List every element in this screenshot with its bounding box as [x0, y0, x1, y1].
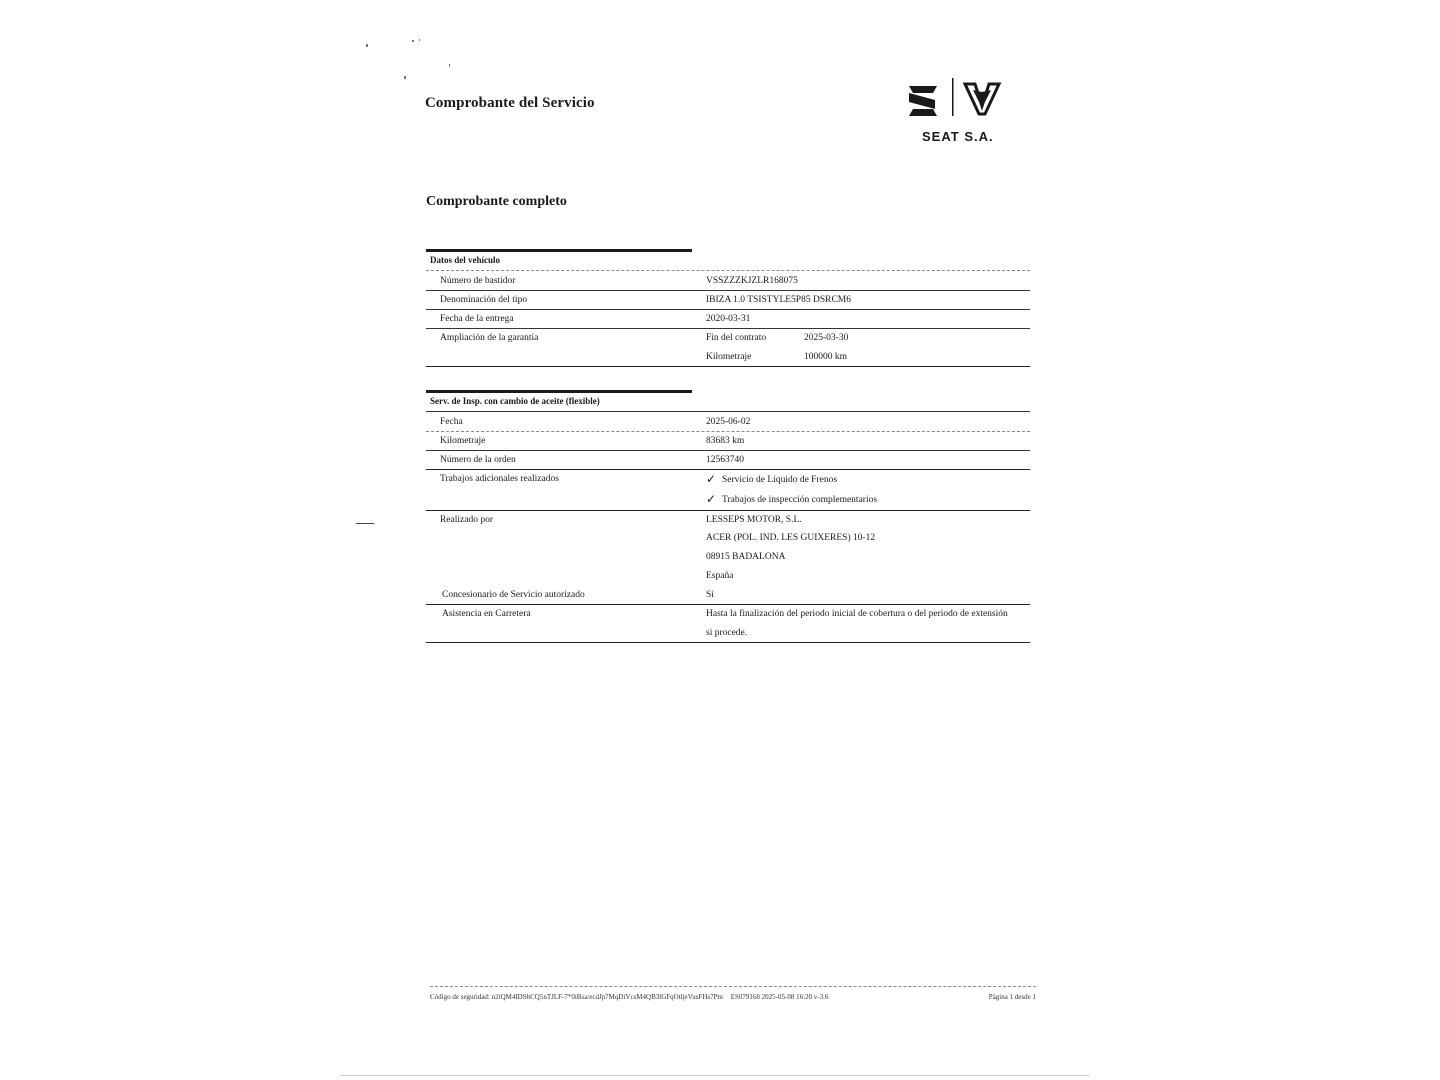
row-divider	[426, 431, 1030, 432]
security-code: Código de seguridad: n2tQM4IDSbCQ5nTJLF-7*0iBsa/ecdJp7MqDiVcsM4QB3lGFqOtljeVusFHs7Pm	[430, 993, 724, 1001]
performed-by-line: ACER (POL. IND. LES GUIXERES) 10-12	[706, 533, 876, 543]
section-bar	[426, 390, 692, 393]
brand-name: SEAT S.A.	[922, 129, 994, 144]
service-section-heading: Serv. de Insp. con cambio de aceite (flexible)	[430, 396, 600, 406]
row-divider	[426, 290, 1030, 291]
performed-by-label: Realizado por	[440, 515, 494, 525]
row-divider	[426, 469, 1030, 470]
page-footer	[430, 993, 1036, 1001]
roadside-assistance-value: Hasta la finalización del periodo inicial de cobertura o del periodo de extensión	[706, 609, 1008, 619]
row-divider	[426, 450, 1030, 451]
service-date-label: Fecha	[440, 417, 463, 427]
vehicle-data-section	[426, 249, 1030, 371]
vin-value: VSSZZZKJZLR168075	[706, 276, 798, 286]
margin-mark	[356, 523, 374, 524]
scan-speck	[404, 76, 406, 79]
vin-label: Número de bastidor	[440, 276, 516, 286]
scan-speck	[412, 40, 414, 42]
warranty-label: Ampliación de la garantía	[440, 333, 539, 343]
scan-edge	[340, 1075, 1090, 1076]
scan-speck	[449, 64, 450, 67]
scan-speck	[419, 39, 420, 41]
type-value: IBIZA 1.0 TSISTYLE5P85 DSRCM6	[706, 295, 851, 305]
vehicle-section-heading: Datos del vehículo	[430, 255, 501, 265]
document-reference: ES079168 2025-05-08 16:20 v-3.6	[730, 993, 829, 1001]
type-label: Denominación del tipo	[440, 295, 528, 305]
row-divider	[426, 510, 1030, 511]
checkmark-icon: ✓	[706, 472, 717, 486]
section-bar	[426, 249, 692, 252]
roadside-assistance-value-cont: si procede.	[706, 628, 748, 638]
authorized-dealer-value: Sí	[706, 590, 714, 600]
checkmark-icon: ✓	[706, 492, 717, 506]
section-subtitle: Comprobante completo	[426, 194, 567, 209]
contract-end-label: Fin del contrato	[706, 333, 767, 343]
authorized-dealer-label: Concesionario de Servicio autorizado	[442, 590, 585, 600]
scan-speck	[366, 44, 368, 47]
contract-end-value: 2025-03-30	[804, 333, 849, 343]
row-divider	[426, 642, 1030, 643]
order-number-label: Número de la orden	[440, 455, 516, 465]
performed-by-line: LESSEPS MOTOR, S.L.	[706, 515, 802, 525]
row-divider	[426, 604, 1030, 605]
service-section	[426, 390, 1030, 646]
delivery-date-value: 2020-03-31	[706, 314, 751, 324]
additional-work-item: Servicio de Líquido de Frenos	[722, 475, 838, 485]
delivery-date-label: Fecha de la entrega	[440, 314, 514, 324]
order-number-value: 12563740	[706, 455, 744, 465]
service-date-value: 2025-06-02	[706, 417, 751, 427]
warranty-km-label: Kilometraje	[706, 352, 752, 362]
footer-divider	[430, 986, 1036, 987]
performed-by-line: 08915 BADALONA	[706, 552, 786, 562]
service-km-label: Kilometraje	[440, 436, 486, 446]
roadside-assistance-label: Asistencia en Carretera	[442, 609, 531, 619]
row-divider	[426, 411, 1030, 412]
additional-work-item: Trabajos de inspección complementarios	[722, 495, 878, 505]
warranty-km-value: 100000 km	[804, 352, 848, 362]
performed-by-line: España	[706, 571, 734, 581]
additional-work-label: Trabajos adicionales realizados	[440, 474, 559, 484]
service-km-value: 83683 km	[706, 436, 745, 446]
page-number: Página 1 desde 1	[988, 993, 1036, 1001]
document-title: Comprobante del Servicio	[425, 95, 595, 111]
row-divider	[426, 309, 1030, 310]
row-divider	[426, 328, 1030, 329]
row-divider	[426, 270, 1030, 271]
row-divider	[426, 366, 1030, 367]
